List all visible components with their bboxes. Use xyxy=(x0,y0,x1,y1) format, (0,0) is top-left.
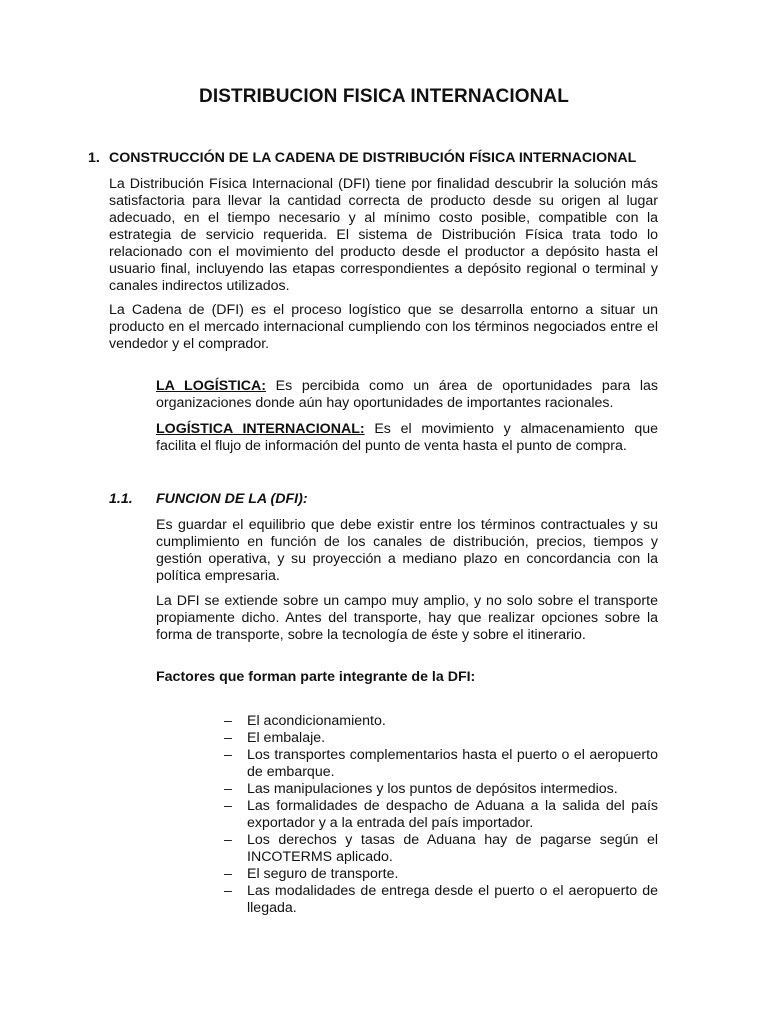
list-item: – Las modalidades de entrega desde el puerto o el aeropuerto de llegada. xyxy=(224,883,658,916)
section-1-heading xyxy=(88,150,636,166)
bullet-dash: – xyxy=(224,730,232,746)
bullet-dash: – xyxy=(224,713,232,729)
list-item: – Las formalidades de despacho de Aduana a la salida del país exportador y a la entrada del país importador. xyxy=(224,798,658,831)
section-1-number: 1. xyxy=(88,150,100,166)
section-1-paragraph-2: La Cadena de (DFI) es el proceso logístico que se desarrolla entorno a situar un producto en el mercado internacional cumpliendo con los términos negociados entre el vendedor y el comprador. xyxy=(109,302,658,352)
bullet-dash: – xyxy=(224,832,232,848)
section-1-1-paragraph-2: La DFI se extiende sobre un campo muy amplio, y no solo sobre el transporte propiamente dicho. Antes del transporte, hay que realizar opciones sobre la forma de transporte, sobre la tecnología de éste y sobre el itinerario. xyxy=(156,593,658,643)
bullet-dash: – xyxy=(224,883,232,899)
bullet-dash: – xyxy=(224,781,232,797)
factors-heading: Factores que forman parte integrante de la DFI: xyxy=(156,669,476,685)
document-title: DISTRIBUCION FISICA INTERNACIONAL xyxy=(199,86,569,107)
section-1-1-number: 1.1. xyxy=(109,491,133,507)
list-item: – El acondicionamiento. xyxy=(224,713,386,729)
definition-text: Es percibida como un área de oportunidades para las organizaciones donde aún hay oportunidades de importantes racionales. xyxy=(156,378,659,411)
definition-term: LOGÍSTICA INTERNACIONAL: xyxy=(156,421,365,437)
definition-term: LA LOGÍSTICA: xyxy=(156,378,266,394)
definition-text: Es el movimiento y almacenamiento que facilita el flujo de información del punto de venta hasta el punto de compra. xyxy=(156,421,658,454)
section-1-1-title: FUNCION DE LA (DFI): xyxy=(156,491,308,507)
section-1-1-heading xyxy=(109,491,308,507)
definition-logistica xyxy=(156,378,658,412)
bullet-dash: – xyxy=(224,866,232,882)
factors-list xyxy=(224,713,658,917)
list-item: – Las manipulaciones y los puntos de depósitos intermedios. xyxy=(224,781,618,797)
list-item: – Los transportes complementarios hasta el puerto o el aeropuerto de embarque. xyxy=(224,747,658,780)
list-item: – Los derechos y tasas de Aduana hay de pagarse según el INCOTERMS aplicado. xyxy=(224,832,658,865)
definition-logistica-internacional xyxy=(156,421,658,455)
section-1-title: CONSTRUCCIÓN DE LA CADENA DE DISTRIBUCIÓN FÍSICA INTERNACIONAL xyxy=(109,150,637,166)
list-item: – El seguro de transporte. xyxy=(224,866,399,882)
list-item: – El embalaje. xyxy=(224,730,326,746)
bullet-dash: – xyxy=(224,798,232,814)
bullet-dash: – xyxy=(224,747,232,763)
section-1-1-paragraph-1: Es guardar el equilibrio que debe existir entre los términos contractuales y su cumplimiento en función de los canales de distribución, precios, tiempos y gestión operativa, y su proyección a mediano plazo en concordancia con la política empresaria. xyxy=(156,517,658,584)
section-1-paragraph-1: La Distribución Física Internacional (DFI) tiene por finalidad descubrir la solución más satisfactoria para llevar la cantidad correcta de producto desde su origen al lugar adecuado, en el tiempo necesario y al mínimo costo posible, compatible con la estrategia de servicio requerida. El sistema de Distribución Física trata todo lo relacionado con el movimiento del producto desde el productor a depósito hasta el usuario final, incluyendo las etapas correspondientes a depósito regional o terminal y canales indirectos utilizados. xyxy=(109,176,658,294)
